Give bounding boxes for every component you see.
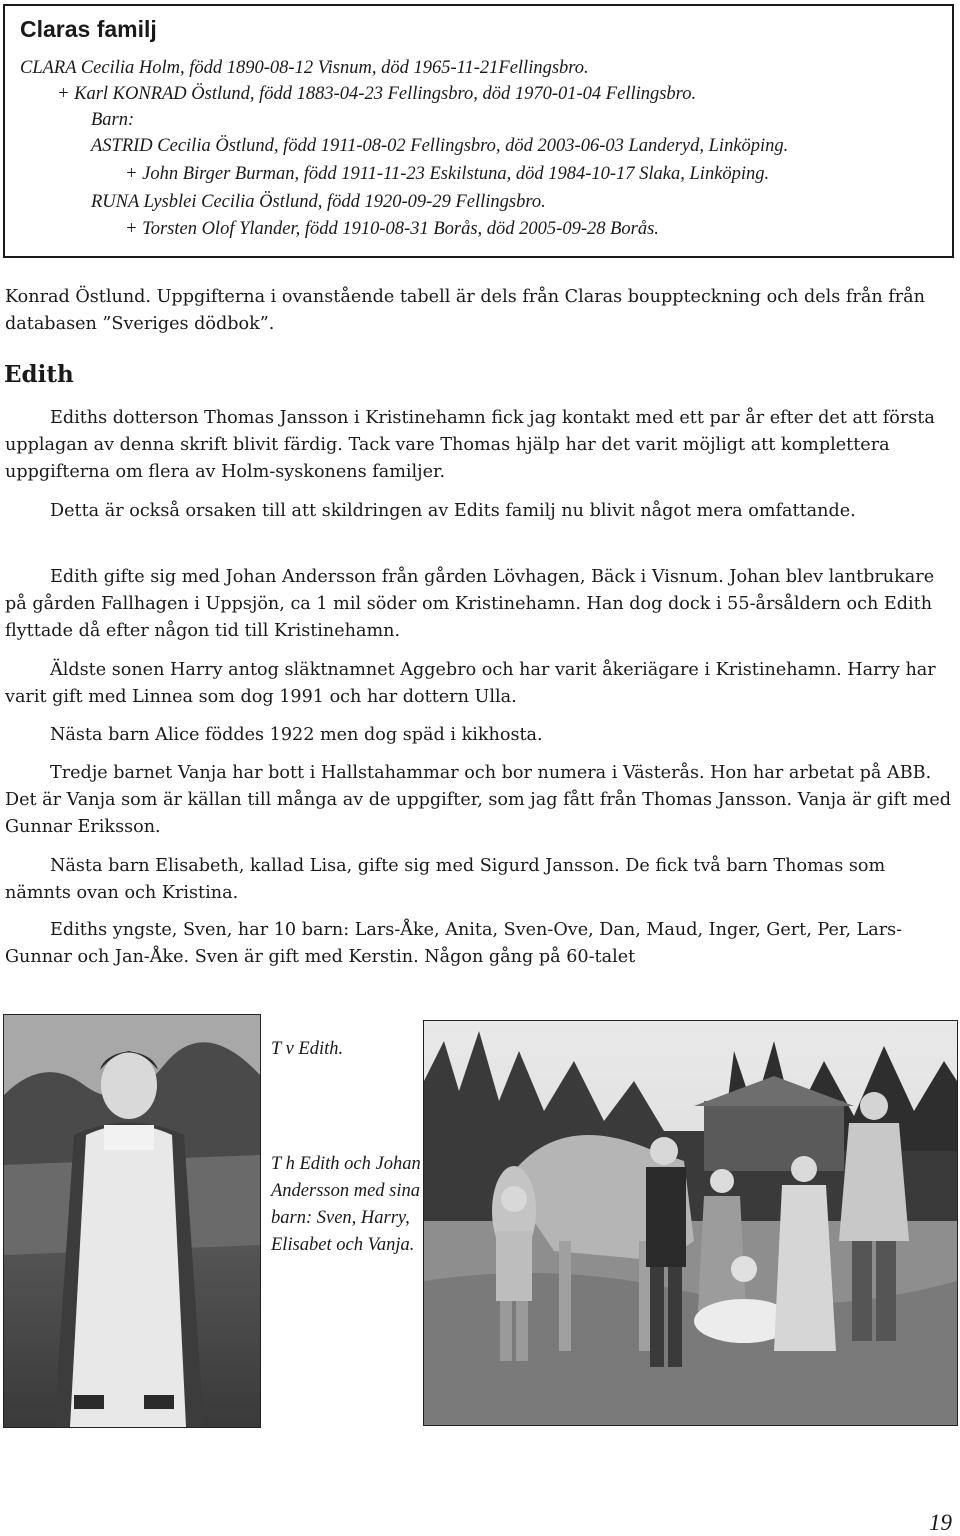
- paragraph-7: Nästa barn Elisabeth, kallad Lisa, gifte sig med Sigurd Jansson. De fick två barn Thomas som nämnts ovan och Kristina.: [5, 856, 886, 903]
- family-horse-photo: [423, 1020, 958, 1426]
- page-number: 19: [929, 1510, 952, 1535]
- family-box: [3, 4, 954, 258]
- paragraph-6: Tredje barnet Vanja har bott i Hallstahammar och bor numera i Västerås. Hon har arbetat på ABB. Det är Vanja som är källan till många av de uppgifter, som jag fått från Thomas Jansson. Vanja är gift med Gunnar Eriksson.: [5, 763, 952, 837]
- paragraph-8: Ediths yngste, Sven, har 10 barn: Lars-Åke, Anita, Sven-Ove, Dan, Maud, Inger, Gert, Per, Lars-Gunnar och Jan-Åke. Sven är gift med Kerstin. Någon gång på 60-talet: [5, 920, 903, 967]
- box-title: Claras familj: [20, 16, 157, 42]
- box-line-torsten: + Torsten Olof Ylander, född 1910-08-31 Borås, död 2005-09-28 Borås.: [125, 219, 659, 239]
- intro-paragraph: Konrad Östlund. Uppgifterna i ovanstående tabell är dels från Claras bouppteckning och dels från från databasen ”Sveriges dödbok”.: [5, 287, 925, 334]
- caption-right-photo: T h Edith och Johan Andersson med sina barn: Sven, Harry, Elisabet och Vanja.: [271, 1154, 421, 1255]
- box-line-konrad: + Karl KONRAD Östlund, född 1883-04-23 Fellingsbro, död 1970-01-04 Fellingsbro.: [57, 84, 697, 104]
- family-horse-illustration: [424, 1021, 957, 1425]
- paragraph-2: Detta är också orsaken till att skildringen av Edits familj nu blivit något mera omfattande.: [50, 501, 856, 521]
- paragraph-1: Ediths dotterson Thomas Jansson i Kristinehamn fick jag kontakt med ett par år efter det att första upplagan av denna skrift blivit färdig. Tack vare Thomas hjälp har det varit möjligt att komplettera uppgifterna om flera av Holm-syskonens familjer.: [5, 408, 935, 482]
- caption-left-photo: T v Edith.: [271, 1039, 344, 1059]
- box-line-john: + John Birger Burman, född 1911-11-23 Eskilstuna, död 1984-10-17 Slaka, Linköping.: [125, 164, 770, 184]
- paragraph-5: Nästa barn Alice föddes 1922 men dog späd i kikhosta.: [50, 725, 543, 745]
- box-line-barn: Barn:: [91, 110, 135, 130]
- edith-portrait-illustration: [4, 1015, 260, 1427]
- edith-portrait-photo: [3, 1014, 261, 1428]
- paragraph-4: Äldste sonen Harry antog släktnamnet Aggebro och har varit åkeriägare i Kristinehamn. Harry har varit gift med Linnea som dog 1991 och har dottern Ulla.: [5, 660, 936, 707]
- paragraph-3: Edith gifte sig med Johan Andersson från gården Lövhagen, Bäck i Visnum. Johan blev lantbrukare på gården Fallhagen i Uppsjön, ca 1 mil söder om Kristinehamn. Han dog dock i 55-årsåldern och Edith flyttade då efter någon tid till Kristinehamn.: [5, 567, 935, 641]
- box-line-clara: CLARA Cecilia Holm, född 1890-08-12 Visnum, död 1965-11-21Fellingsbro.: [20, 58, 589, 78]
- box-line-astrid: ASTRID Cecilia Östlund, född 1911-08-02 Fellingsbro, död 2003-06-03 Landeryd, Linköping.: [91, 136, 789, 156]
- section-heading: Edith: [4, 361, 74, 388]
- box-line-runa: RUNA Lysblei Cecilia Östlund, född 1920-09-29 Fellingsbro.: [91, 192, 546, 212]
